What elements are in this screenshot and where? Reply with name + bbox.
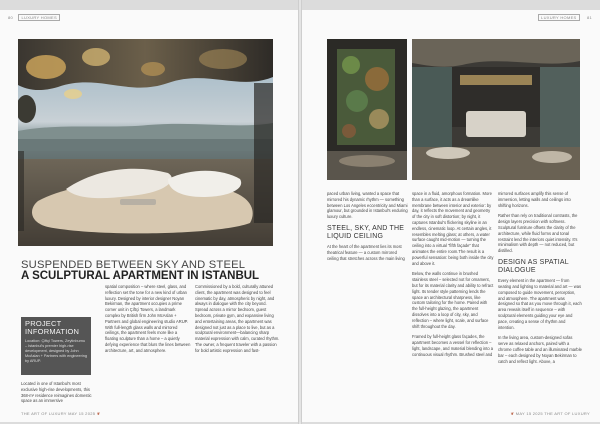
paragraph: In the living area, custom-designed sofas serve as relaxed anchors, paired with a chrome coffee table and an illuminated marble bar – each designed by Noyan Bekirman to catch and reflect light. Above, a xyxy=(498,335,582,364)
paragraph: Located in one of Istanbul's most exclusive high-rise developments, this 368-m² residence reimagines domestic space as an immersive xyxy=(21,381,92,404)
paragraph: Rather than rely on traditional contrasts, the design layers precision with softness. Sculptural furniture offsets the clarity of the architecture, while fluid forms and tonal restraint lend the interiors quiet intensity. It's minimalism with depth — not reduced, but distilled. xyxy=(498,213,578,254)
footer-text-left: THE ART OF LUXURY MAY 15 2025 xyxy=(21,411,96,416)
left-column-2 xyxy=(105,284,191,359)
paragraph: At the heart of the apartment lies its most theatrical feature — a custom mirrored ceiling that stretches across the main living xyxy=(327,244,405,261)
right-page-header xyxy=(534,14,592,21)
left-page-header xyxy=(8,14,60,21)
photo-art-wall xyxy=(327,39,407,180)
project-info-box xyxy=(21,317,91,375)
page-number-right: 81 xyxy=(586,15,592,20)
left-column-3 xyxy=(195,284,281,359)
photo-bar-and-living-area xyxy=(412,39,580,180)
ornament-icon: ❦ xyxy=(96,411,101,416)
paragraph: space in a fluid, amorphous formation. More than a surface, it acts as a dreamlike membrane between interior and exterior: by day, it reflects the movement and geometry of the city in soft distortion; by night, it captures Istanbul's flickering skyline in an endless, cinematic loop. At certain angles, it resembles melting glass; at others, a water surface caught mid-motion — turning the ceiling into a virtual "fifth façade" that animates the entire room.The result is a powerful sensation: being both inside the city and above it. xyxy=(412,191,494,266)
paragraph: Commissioned by a bold, culturally attuned client, the apartment was designed to feel cinematic by day, atmospheric by night, and always in dialogue with the city beyond. Spread across a mirror bedroom, guest bedroom, private gym, and expansive living and entertaining areas, the apartment was designed not just as a place to live, but as a sculptural environment—balancing sharp material expression with calm, curated rhythm. The owner, a frequent traveler with a passion for bold artistic expression and fast- xyxy=(195,284,280,353)
subheading-design-dialogue: DESIGN AS SPATIAL DIALOGUE xyxy=(498,258,569,274)
paragraph: paced urban living, wanted a space that mirrored his dynamic rhythm — something between Los Angeles eccentricity and Miami glamour, but grounded in Istanbul's enduring luxury culture. xyxy=(327,191,408,220)
paragraph: Below, the walls continue in brushed stainless steel – selected not for ornament, but for its material clarity and ability to refract light. Its tender style patterning lends the space an architectural sharpness, like custom tailoring for the home. Paired with the full-height glazing, the apartment dissolves into a loop of city, sky, and reflection – where light, scale, and surface shift throughout the day. xyxy=(412,271,494,329)
article-title-line2: A SCULPTURAL APARTMENT IN ISTANBUL xyxy=(21,270,260,282)
left-page-footer xyxy=(21,411,100,416)
right-column-3 xyxy=(498,191,582,369)
paragraph: Framed by full-height glass façades, the apartment becomes a vessel for reflection – light, landscape, and material blending into a continuous visual rhythm. Brushed steel and xyxy=(412,334,494,357)
footer-text-right: MAY 15 2025 THE ART OF LUXURY xyxy=(515,411,590,416)
article-title-line1: SUSPENDED BETWEEN SKY AND STEEL xyxy=(21,259,246,271)
ornament-icon: ❦ xyxy=(510,411,515,416)
paragraph: Every element in the apartment — from seating and lighting to material and art — was composed to guide movement, perception, and atmosphere. The apartment was designed so that as you move through it, each area reveals itself in sequence – with sculptural elements guiding your eye and pace, creating a sense of rhythm and intention. xyxy=(498,278,582,330)
paragraph: mirrored surfaces amplify this sense of immersion, letting walls and ceilings into shifting horizons. xyxy=(498,191,571,208)
section-tag-left: LUXURY HOMES xyxy=(18,14,59,21)
paragraph: spatial composition – where steel, glass, and reflection set the tone for a new kind of urban luxury. Designed by interior designer Noyan Bekirman, the apartment occupies a prime corner unit in Çiftçi Towers, a landmark complex by British firm John McAslan + Partners and global engineering studio ARUP. With full-length glass walls and mirrored ceilings, the apartment feels more like a floating sculpture than a home – a quietly defying experience that blurs the lines between architecture, art, and atmosphere. xyxy=(105,284,191,353)
project-info-text: Location: Çiftçi Towers, Zeytinburnu – Istanbul's premier high-rise development, designed by John McAslan + Partners with engineering by ARUP. xyxy=(25,339,87,363)
subheading-steel-sky: STEEL, SKY, AND THE LIQUID CEILING xyxy=(327,224,405,240)
left-column-1 xyxy=(21,381,93,409)
right-page xyxy=(302,10,600,422)
section-tag-right: LUXURY HOMES xyxy=(538,14,579,21)
left-page xyxy=(0,10,298,422)
hero-photo-penthouse-living-room xyxy=(18,39,273,246)
right-page-footer xyxy=(511,411,590,416)
right-column-2 xyxy=(412,191,494,363)
right-column-1 xyxy=(327,191,408,267)
project-info-heading: PROJECT INFORMATION xyxy=(25,319,80,337)
page-number-left: 80 xyxy=(8,15,14,20)
